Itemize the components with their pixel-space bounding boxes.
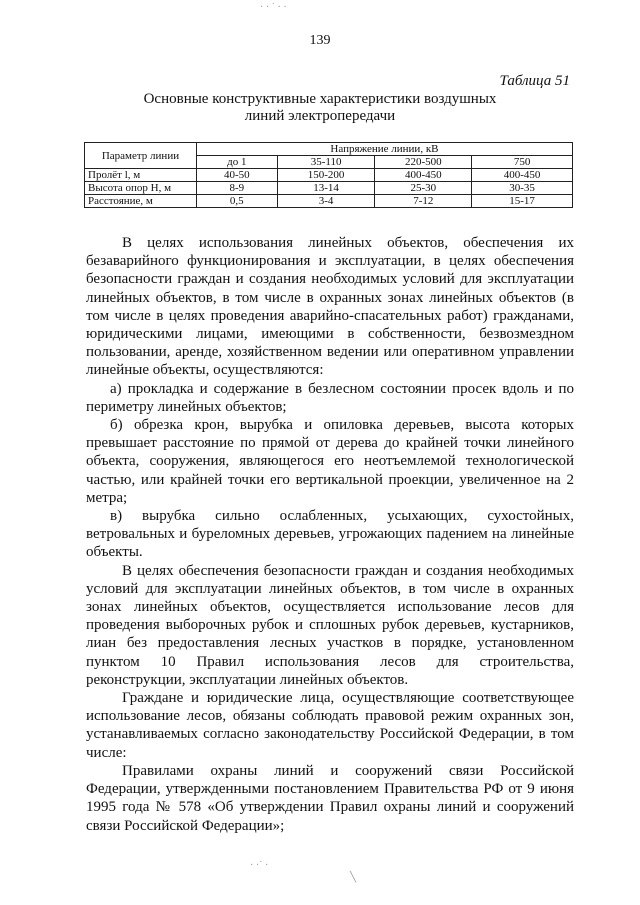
voltage-column: 220-500 [375,156,472,169]
table-header-row [85,143,573,156]
list-item: а) прокладка и содержание в безлесном состоянии просек вдоль и по периметру линейных объектов; [86,380,574,415]
table-cell: 400-450 [375,169,472,182]
table-row [85,169,573,182]
scan-speck: ╲ [350,872,357,883]
table-title [0,91,640,125]
body-text [86,234,574,835]
table-cell: 7-12 [375,195,472,208]
table-title-line: линий электропередачи [244,108,396,124]
table-row [85,182,573,195]
row-param: Пролёт l, м [85,169,197,182]
paragraph: В целях обеспечения безопасности граждан и создания необходимых условий для эксплуатации линейных объектов, в том числе в охранных зонах линейных объектов, осуществляется использование лесов для проведения выборочных рубок и сплошных рубок деревьев, кустарников, лиан без предоставления лесных участков в порядке, установленном пунктом 10 Правил использования лесов для строительства, реконструкции, эксплуатации линейных объектов. [86,562,574,688]
table-cell: 400-450 [472,169,573,182]
table-cell: 40-50 [196,169,277,182]
table-row [85,195,573,208]
voltage-column: 35-110 [277,156,375,169]
list-item: б) обрезка крон, вырубка и опиловка деревьев, высота которых превышает расстояние по прямой от дерева до крайней точки линейного объекта, сооружения, являющегося его неотъемлемой технологической частью, или крайней точки его вертикальной проекции, увеличенное на 2 метра; [86,417,574,506]
table-cell: 0,5 [196,195,277,208]
table-cell: 3-4 [277,195,375,208]
table-cell: 8-9 [196,182,277,195]
row-param: Высота опор H, м [85,182,197,195]
paragraph: В целях использования линейных объектов, обеспечения их безаварийного функционирования и эксплуатации, в целях обеспечения безопасности граждан и создания необходимых условий для эксплуатации линейных объектов, в том числе в охранных зонах линейных объектов (в том числе в целях проведения аварийно-спасательных работ) гражданами, юридическими лицами, имеющими в собственности, безвозмездном пользовании, аренде, хозяйственном ведении или оперативном управлении линейные объекты, осуществляются: [86,235,574,379]
table-cell: 30-35 [472,182,573,195]
paragraph: Граждане и юридические лица, осуществляющие соответствующее использование лесов, обязаны соблюдать правовой режим охранных зон, устанавливаемых согласно законодательству Российской Федерации, в том числе: [86,690,574,761]
list-item: в) вырубка сильно ослабленных, усыхающих, сухостойных, ветровальных и буреломных деревьев, угрожающих падением на линейные объекты. [86,508,574,561]
table-title-line: Основные конструктивные характеристики воздушных [143,91,497,107]
table-cell: 13-14 [277,182,375,195]
scan-speck: · ·˙ · [250,860,269,871]
voltage-column: 750 [472,156,573,169]
characteristics-table [84,142,573,208]
paragraph: Правилами охраны линий и сооружений связи Российской Федерации, утвержденными постановлением Правительства РФ от 9 июня 1995 года № 578 «Об утверждении Правил охраны линий и сооружений связи Российской Федерации»; [86,762,574,834]
voltage-header: Напряжение линии, кВ [196,143,572,156]
table-cell: 25-30 [375,182,472,195]
table-cell: 15-17 [472,195,573,208]
scan-speck: · · ˙ · · [260,2,287,13]
param-header: Параметр линии [85,143,197,169]
table-cell: 150-200 [277,169,375,182]
row-param: Расстояние, м [85,195,197,208]
voltage-column: до 1 [196,156,277,169]
table-label: Таблица 51 [499,73,570,89]
page-number: 139 [309,33,331,48]
